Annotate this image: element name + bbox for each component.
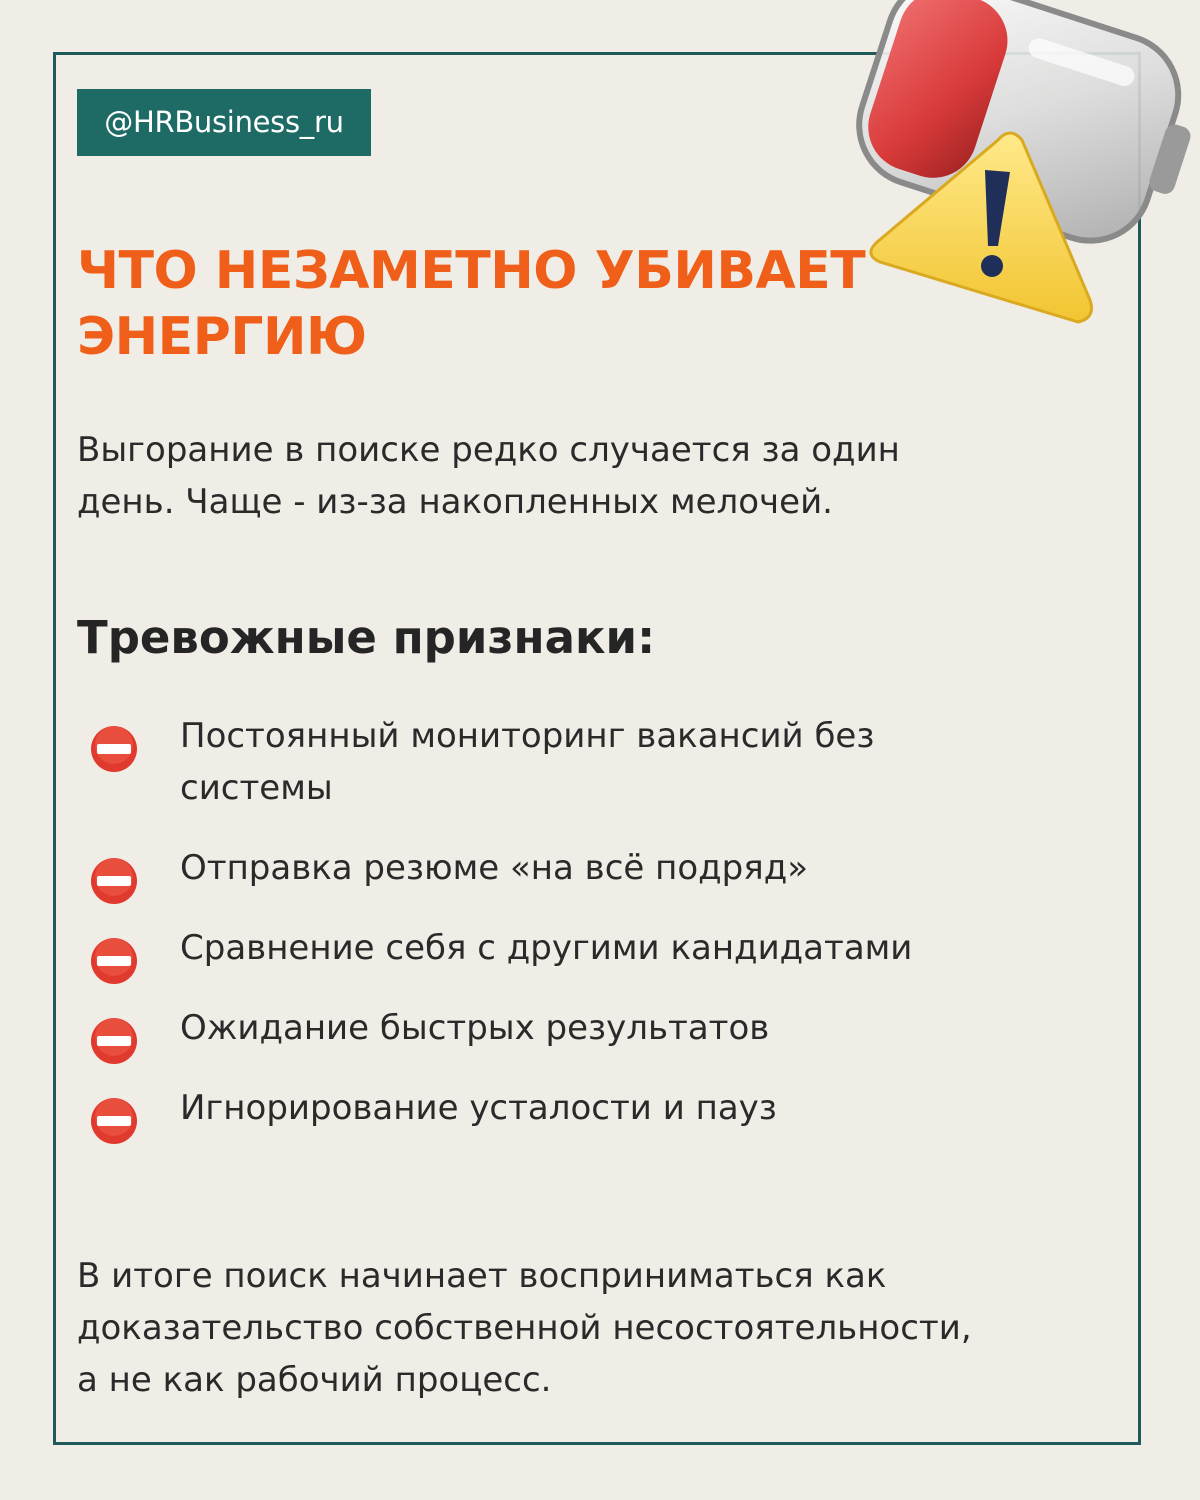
- conclusion-paragraph: [77, 1250, 1107, 1406]
- page-title: [77, 238, 877, 370]
- sign-line: системы: [180, 768, 333, 808]
- intro-paragraph: [77, 424, 1087, 528]
- conclusion-line: а не как рабочий процесс.: [77, 1360, 552, 1400]
- conclusion-line: В итоге поиск начинает восприниматься как: [77, 1256, 887, 1296]
- sign-text: Ожидание быстрых результатов: [180, 1008, 770, 1048]
- sign-text: Отправка резюме «на всё подряд»: [180, 848, 809, 888]
- account-handle-badge: @HRBusiness_ru: [77, 89, 371, 156]
- sign-text: Игнорирование усталости и пауз: [180, 1088, 777, 1128]
- intro-line: день. Чаще - из-за накопленных мелочей.: [77, 482, 833, 522]
- title-line: ЭНЕРГИЮ: [77, 307, 367, 367]
- sign-line: Постоянный мониторинг вакансий без: [180, 716, 875, 756]
- conclusion-line: доказательство собственной несостоятельности,: [77, 1308, 972, 1348]
- sign-text: Сравнение себя с другими кандидатами: [180, 928, 913, 968]
- intro-line: Выгорание в поиске редко случается за один: [77, 430, 900, 470]
- warning-signs-heading: Тревожные признаки:: [77, 611, 656, 664]
- title-line: ЧТО НЕЗАМЕТНО УБИВАЕТ: [77, 241, 866, 301]
